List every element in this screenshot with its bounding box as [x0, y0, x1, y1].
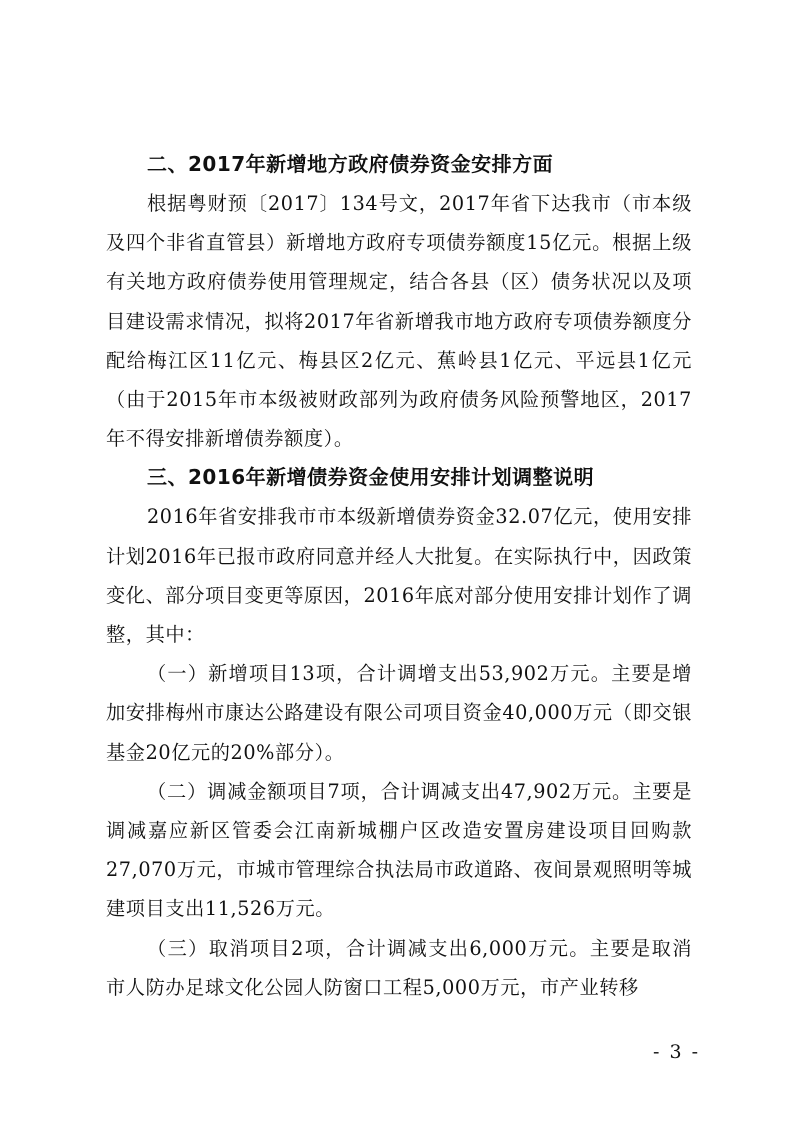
paragraph-reduced-projects: （二）调减金额项目7项，合计调减支出47,902万元。主要是调减嘉应新区管委会江南新城棚户区改造安置房建设项目回购款27,070万元，市城市管理综合执法局市政道路、夜间景观照明等城建项目支出11,526万元。: [106, 779, 692, 921]
section-heading-2017-bonds: 二、2017年新增地方政府债券资金安排方面: [147, 152, 554, 176]
paragraph-new-projects: （一）新增项目13项，合计调增支出53,902万元。主要是增加安排梅州市康达公路建设有限公司项目资金40,000万元（即交银基金20亿元的20%部分）。: [106, 662, 692, 764]
paragraph-2017-bond-allocation: 根据粤财预〔2017〕134号文，2017年省下达我市（市本级及四个非省直管县）新增地方政府专项债券额度15亿元。根据上级有关地方政府债券使用管理规定，结合各县（区）债务状况以及项目建设需求情况，拟将2017年省新增我市地方政府专项债券额度分配给梅江区11亿元、梅县区2亿元、蕉岭县1亿元、平远县1亿元（由于2015年市本级被财政部列为政府债务风险预警地区，2017年不得安排新增债券额度）。: [106, 192, 692, 451]
paragraph-cancelled-projects: （三）取消项目2项，合计调减支出6,000万元。主要是取消市人防办足球文化公园人防窗口工程5,000万元，市产业转移: [106, 936, 692, 999]
page-number: - 3 -: [652, 1041, 700, 1063]
paragraph-2016-overview: 2016年省安排我市市本级新增债券资金32.07亿元，使用安排计划2016年已报市政府同意并经人大批复。在实际执行中，因政策变化、部分项目变更等原因，2016年底对部分使用安排计划作了调整，其中：: [106, 505, 692, 647]
document-body: [106, 145, 692, 1007]
section-heading-2016-adjustment: 三、2016年新增债券资金使用安排计划调整说明: [147, 465, 595, 490]
